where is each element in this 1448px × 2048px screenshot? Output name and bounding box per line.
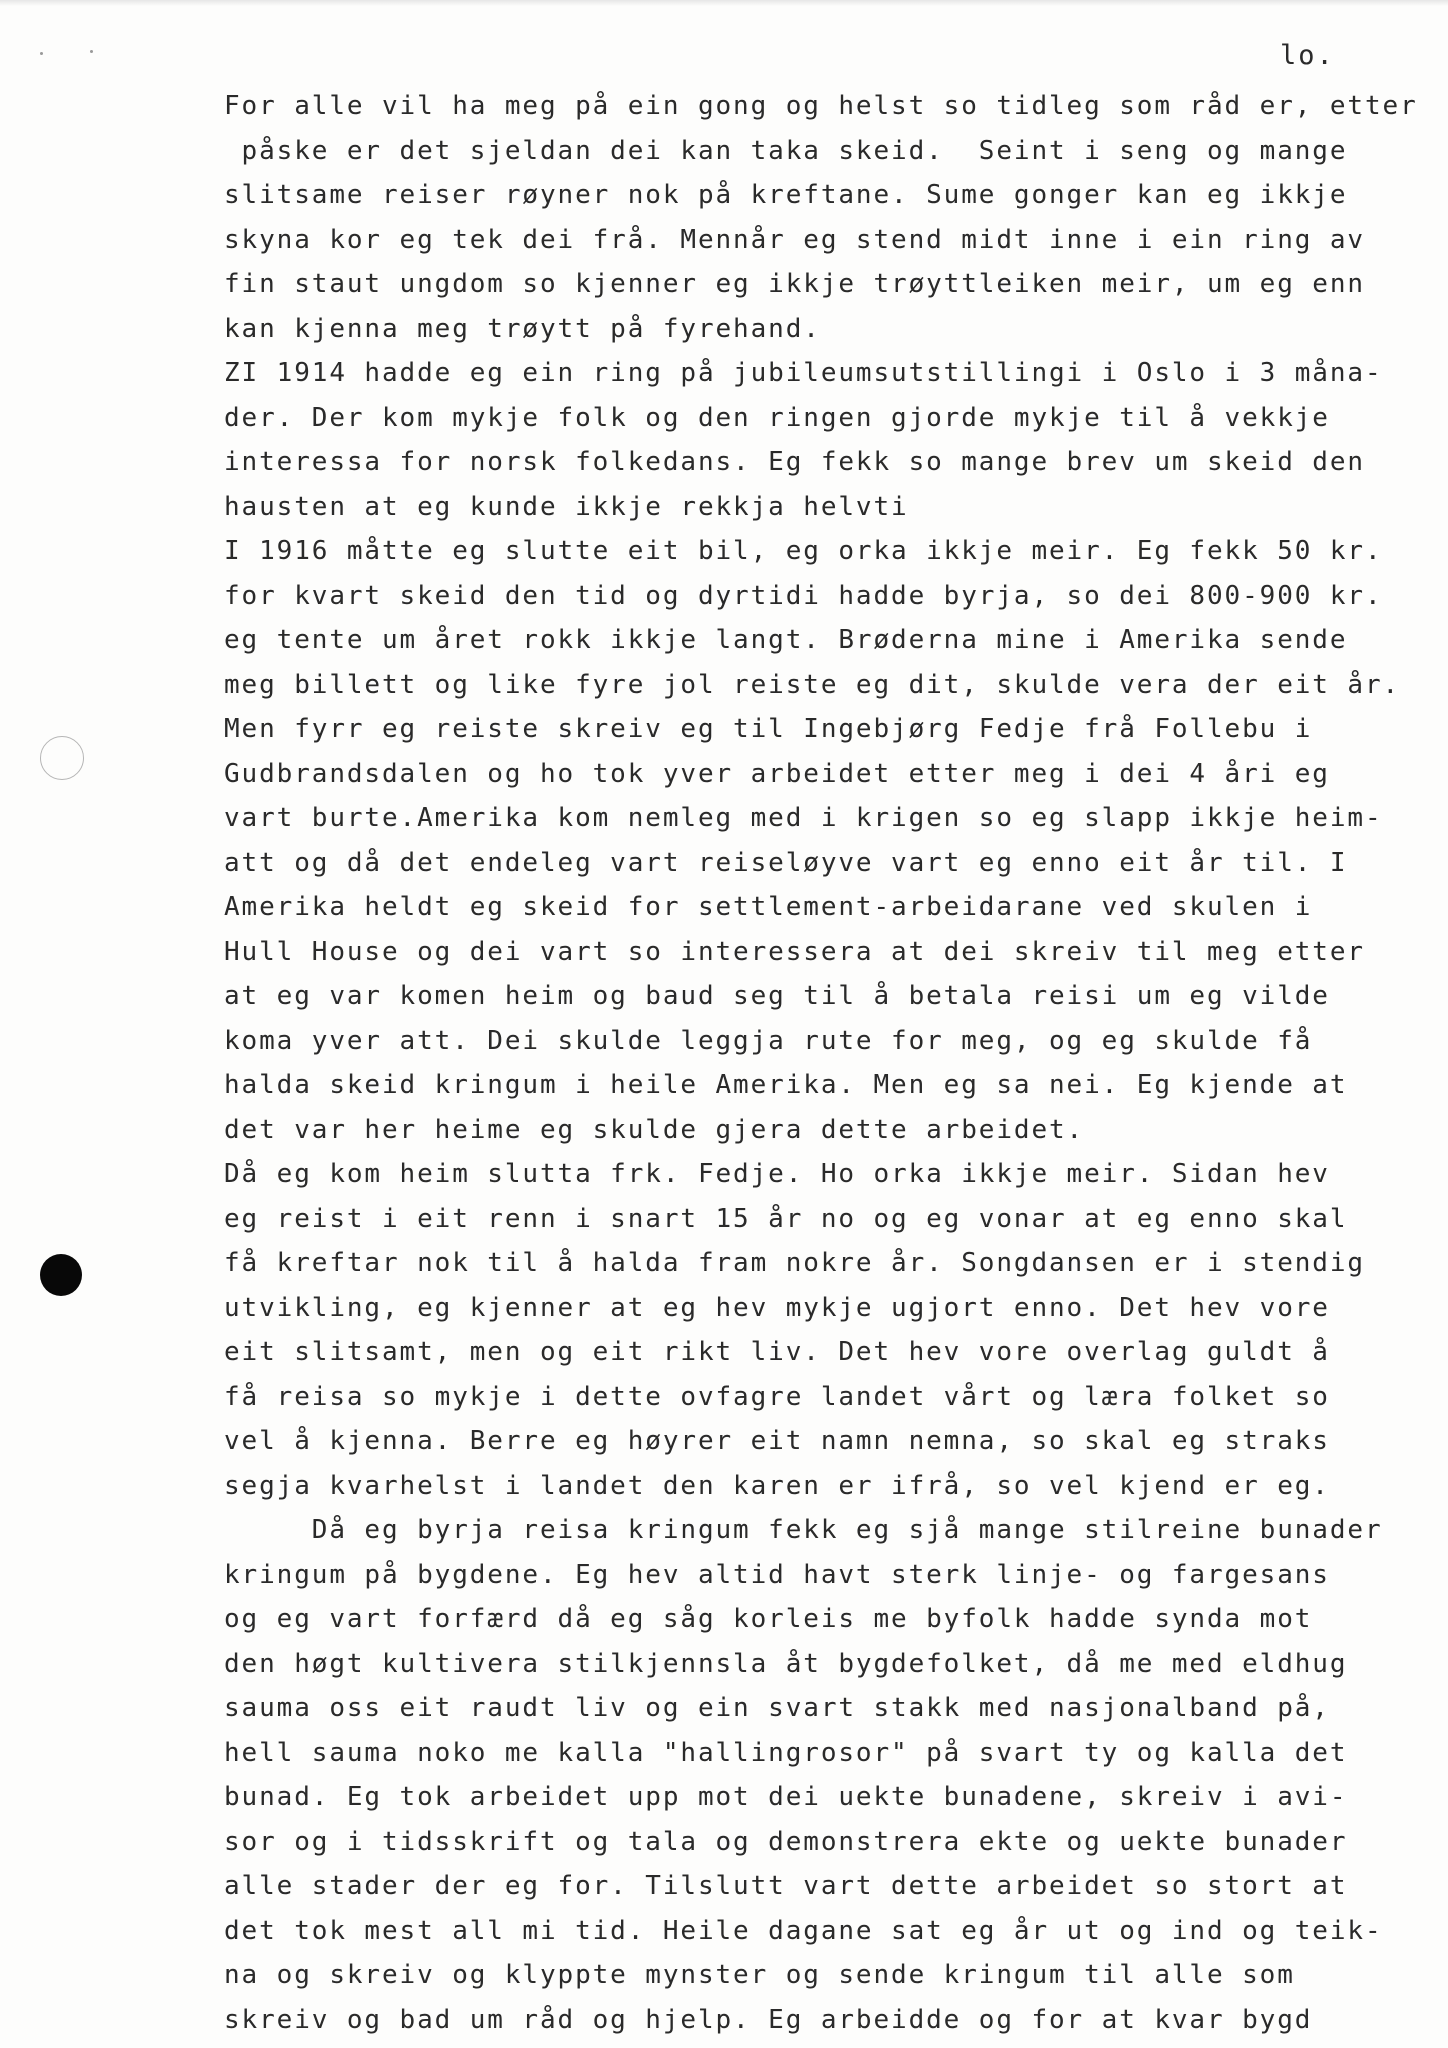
- text-line: påske er det sjeldan dei kan taka skeid. Seint i seng og mange: [224, 135, 1348, 166]
- text-line: att og då det endeleg vart reiseløyve vart eg enno eit år til. I: [224, 847, 1348, 878]
- text-line: segja kvarhelst i landet den karen er ifrå, so vel kjend er eg.: [224, 1470, 1330, 1501]
- text-line: kringum på bygdene. Eg hev altid havt sterk linje- og fargesans: [224, 1559, 1330, 1590]
- text-line: det tok mest all mi tid. Heile dagane sat eg år ut og ind og teik-: [224, 1915, 1383, 1946]
- text-line: kan kjenna meg trøytt på fyrehand.: [224, 313, 821, 344]
- text-line: den høgt kultivera stilkjennsla åt bygdefolket, då me med eldhug: [224, 1648, 1348, 1679]
- text-line: vel å kjenna. Berre eg høyrer eit namn nemna, so skal eg straks: [224, 1426, 1330, 1456]
- text-line: hell sauma noko me kalla "hallingrosor" på svart ty og kalla det: [224, 1737, 1348, 1768]
- text-line: meg billett og like fyre jol reiste eg dit, skulde vera der eit år.: [224, 669, 1401, 700]
- text-line: skreiv og bad um råd og hjelp. Eg arbeidde og for at kvar bygd: [224, 2004, 1313, 2035]
- text-line: Då eg kom heim slutta frk. Fedje. Ho orka ikkje meir. Sidan hev: [224, 1159, 1330, 1189]
- scan-speck: [40, 52, 43, 55]
- text-line: utvikling, eg kjenner at eg hev mykje ugjort enno. Det hev vore: [224, 1292, 1330, 1323]
- text-line: at eg var komen heim og baud seg til å betala reisi um eg vilde: [224, 981, 1330, 1011]
- page-top-edge: [0, 0, 1448, 6]
- text-line: I 1916 måtte eg slutte eit bil, eg orka ikkje meir. Eg fekk 50 kr.: [224, 536, 1383, 566]
- text-line: Då eg byrja reisa kringum fekk eg sjå mange stilreine bunader: [224, 1515, 1383, 1545]
- text-line: og eg vart forfærd då eg såg korleis me byfolk hadde synda mot: [224, 1604, 1313, 1634]
- text-line: eg reist i eit renn i snart 15 år no og eg vonar at eg enno skal: [224, 1203, 1348, 1234]
- text-line: halda skeid kringum i heile Amerika. Men eg sa nei. Eg kjende at: [224, 1070, 1348, 1100]
- page-number: lo.: [1280, 40, 1335, 71]
- text-line: for kvart skeid den tid og dyrtidi hadde byrja, so dei 800-900 kr.: [224, 580, 1383, 611]
- text-line: eg tente um året rokk ikkje langt. Brøderna mine i Amerika sende: [224, 625, 1348, 655]
- scan-speck: [90, 50, 93, 53]
- text-line: få kreftar nok til å halda fram nokre år. Songdansen er i stendig: [224, 1248, 1365, 1278]
- text-line: få reisa so mykje i dette ovfagre landet vårt og læra folket so: [224, 1381, 1330, 1412]
- text-line: fin staut ungdom so kjenner eg ikkje trøyttleiken meir, um eg enn: [224, 269, 1365, 299]
- text-line: skyna kor eg tek dei frå. Mennår eg stend midt inne i ein ring av: [224, 224, 1365, 255]
- text-line: det var her heime eg skulde gjera dette arbeidet.: [224, 1114, 1085, 1145]
- text-line: alle stader der eg for. Tilslutt vart dette arbeidet so stort at: [224, 1871, 1348, 1901]
- text-line: Amerika heldt eg skeid for settlement-arbeidarane ved skulen i: [224, 892, 1313, 922]
- body-text: [224, 84, 1424, 2042]
- text-line: slitsame reiser røyner nok på kreftane. Sume gonger kan eg ikkje: [224, 180, 1348, 210]
- text-line: interessa for norsk folkedans. Eg fekk so mange brev um skeid den: [224, 447, 1365, 477]
- text-line: na og skreiv og klyppte mynster og sende kringum til alle som: [224, 1960, 1295, 1990]
- text-line: vart burte.Amerika kom nemleg med i krigen so eg slapp ikkje heim-: [224, 803, 1383, 833]
- text-line: sauma oss eit raudt liv og ein svart stakk med nasjonalband på,: [224, 1693, 1330, 1723]
- text-line: hausten at eg kunde ikkje rekkja helvti: [224, 491, 909, 522]
- punch-hole-filled: [40, 1254, 82, 1296]
- text-line: eit slitsamt, men og eit rikt liv. Det hev vore overlag guldt å: [224, 1337, 1330, 1367]
- text-line: ZI 1914 hadde eg ein ring på jubileumsutstillingi i Oslo i 3 måna-: [224, 358, 1383, 388]
- text-line: For alle vil ha meg på ein gong og helst so tidleg som råd er, etter: [224, 91, 1418, 121]
- text-line: der. Der kom mykje folk og den ringen gjorde mykje til å vekkje: [224, 402, 1330, 433]
- text-line: bunad. Eg tok arbeidet upp mot dei uekte bunadene, skreiv i avi-: [224, 1782, 1348, 1812]
- text-line: Gudbrandsdalen og ho tok yver arbeidet etter meg i dei 4 åri eg: [224, 758, 1330, 789]
- text-line: Hull House og dei vart so interessera at dei skreiv til meg etter: [224, 936, 1365, 967]
- text-line: Men fyrr eg reiste skreiv eg til Ingebjørg Fedje frå Follebu i: [224, 714, 1313, 744]
- text-line: koma yver att. Dei skulde leggja rute for meg, og eg skulde få: [224, 1025, 1313, 1056]
- punch-hole-empty: [40, 736, 84, 780]
- text-line: sor og i tidsskrift og tala og demonstrera ekte og uekte bunader: [224, 1826, 1348, 1857]
